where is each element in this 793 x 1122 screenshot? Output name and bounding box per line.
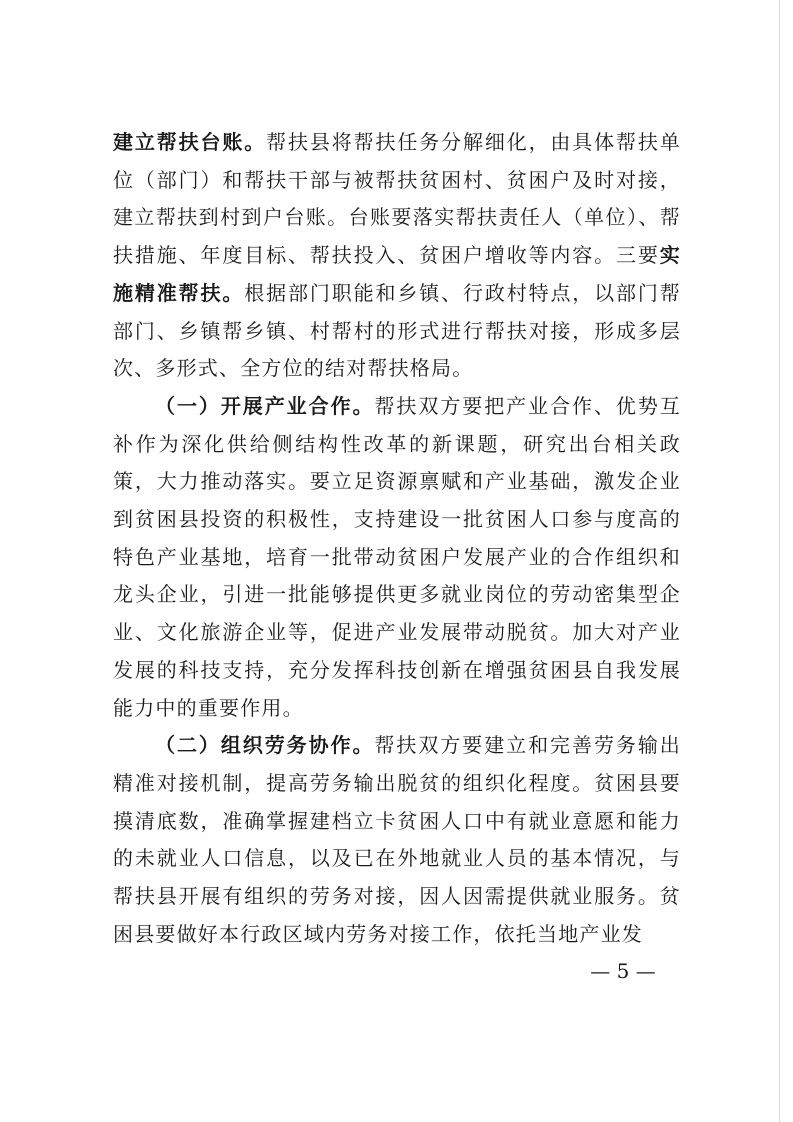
page-number: — 5 — xyxy=(590,959,656,983)
paragraph-3 xyxy=(113,727,681,953)
section-heading-labor-cooperation: （二）组织劳务协作。 xyxy=(155,733,375,758)
paragraph-text: 根据部门职能和乡镇、行政村特点，以部门帮部门、乡镇帮乡镇、村帮村的形式进行帮扶对接，形成多层次、多形式、全方位的结对帮扶格局。 xyxy=(113,280,681,381)
scan-edge-line xyxy=(779,0,780,1122)
paragraph-text: 帮扶双方要把产业合作、优势互补作为深化供给侧结构性改革的新课题，研究出台相关政策，大力推动落实。要立足资源禀赋和产业基础，激发企业到贫困县投资的积极性，支持建设一批贫困人口参与度高的特色产业基地，培育一批带动贫困户发展产业的合作组织和龙头企业，引进一批能够提供更多就业岗位的劳动密集型企业、文化旅游企业等，促进产业发展带动脱贫。加大对产业发展的科技支持，充分发挥科技创新在增强贫困县自我发展能力中的重要作用。 xyxy=(113,393,681,720)
paragraph-text: 帮扶县将帮扶任务分解细化，由具体帮扶单位（部门）和帮扶干部与被帮扶贫困村、贫困户及时对接，建立帮扶到村到户台账。台账要落实帮扶责任人（单位）、帮扶措施、年度目标、帮扶投入、贫困户增收等内容。三要 xyxy=(113,130,681,268)
paragraph-2 xyxy=(113,388,681,727)
paragraph-1 xyxy=(113,124,681,388)
paragraph-text: 帮扶双方要建立和完善劳务输出精准对接机制，提高劳务输出脱贫的组织化程度。贫困县要摸清底数，准确掌握建档立卡贫困人口中有就业意愿和能力的未就业人口信息，以及已在外地就业人员的基本情况，与帮扶县开展有组织的劳务对接，因人因需提供就业服务。贫困县要做好本行政区域内劳务对接工作，依托当地产业发 xyxy=(113,733,681,946)
section-heading-industry-cooperation: （一）开展产业合作。 xyxy=(155,393,375,418)
heading-establish-ledger: 建立帮扶台账。 xyxy=(113,130,267,154)
heading-precise-assistance: 实施精准帮扶。 xyxy=(113,243,681,305)
document-body xyxy=(113,124,681,953)
